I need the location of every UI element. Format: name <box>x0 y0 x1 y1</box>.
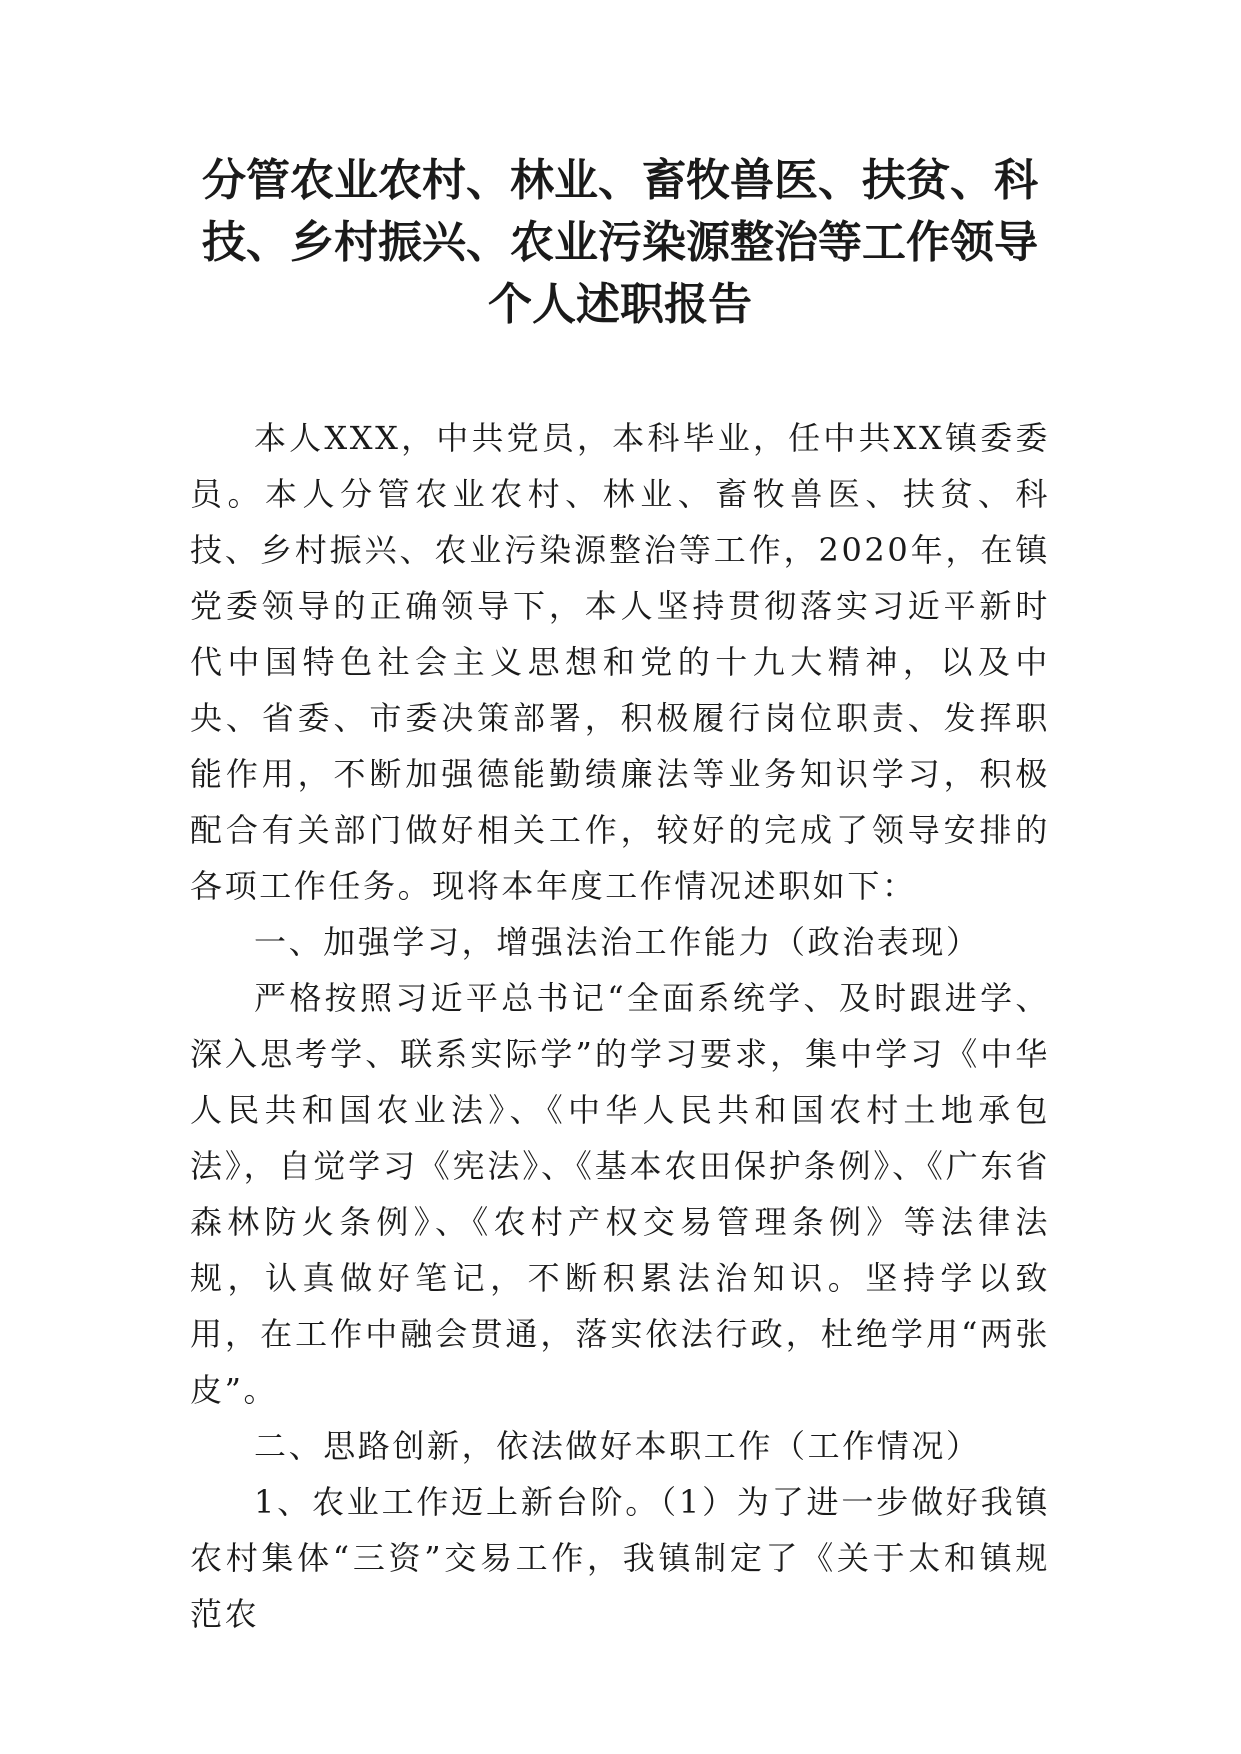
paragraph-agriculture: 1、农业工作迈上新台阶。（1）为了进一步做好我镇农村集体“三资”交易工作，我镇制定了《关于太和镇规范农 <box>190 1483 1050 1633</box>
paragraph-study: 严格按照习近平总书记“全面系统学、及时跟进学、深入思考学、联系实际学”的学习要求，集中学习《中华人民共和国农业法》、《中华人民共和国农村土地承包法》，自觉学习《宪法》、《基本农田保护条例》、《广东省森林防火条例》、《农村产权交易管理条例》等法律法规，认真做好笔记，不断积累法治知识。坚持学以致用，在工作中融会贯通，落实依法行政，杜绝学用“两张皮”。 <box>190 979 1050 1409</box>
section-heading-2: 二、思路创新，依法做好本职工作（工作情况） <box>254 1427 981 1465</box>
paragraph-intro: 本人XXX，中共党员，本科毕业，任中共XX镇委委员。本人分管农业农村、林业、畜牧兽医、扶贫、科技、乡村振兴、农业污染源整治等工作，2020年，在镇党委领导的正确领导下，本人坚持贯彻落实习近平新时代中国特色社会主义思想和党的十九大精神，以及中央、省委、市委决策部署，积极履行岗位职责、发挥职能作用，不断加强德能勤绩廉法等业务知识学习，积极配合有关部门做好相关工作，较好的完成了领导安排的各项工作任务。现将本年度工作情况述职如下： <box>190 419 1050 905</box>
document-body <box>190 410 1050 1642</box>
section-heading-1: 一、加强学习，增强法治工作能力（政治表现） <box>254 923 981 961</box>
document-title: 分管农业农村、林业、畜牧兽医、扶贫、科技、乡村振兴、农业污染源整治等工作领导个人述职报告 <box>202 155 1038 330</box>
